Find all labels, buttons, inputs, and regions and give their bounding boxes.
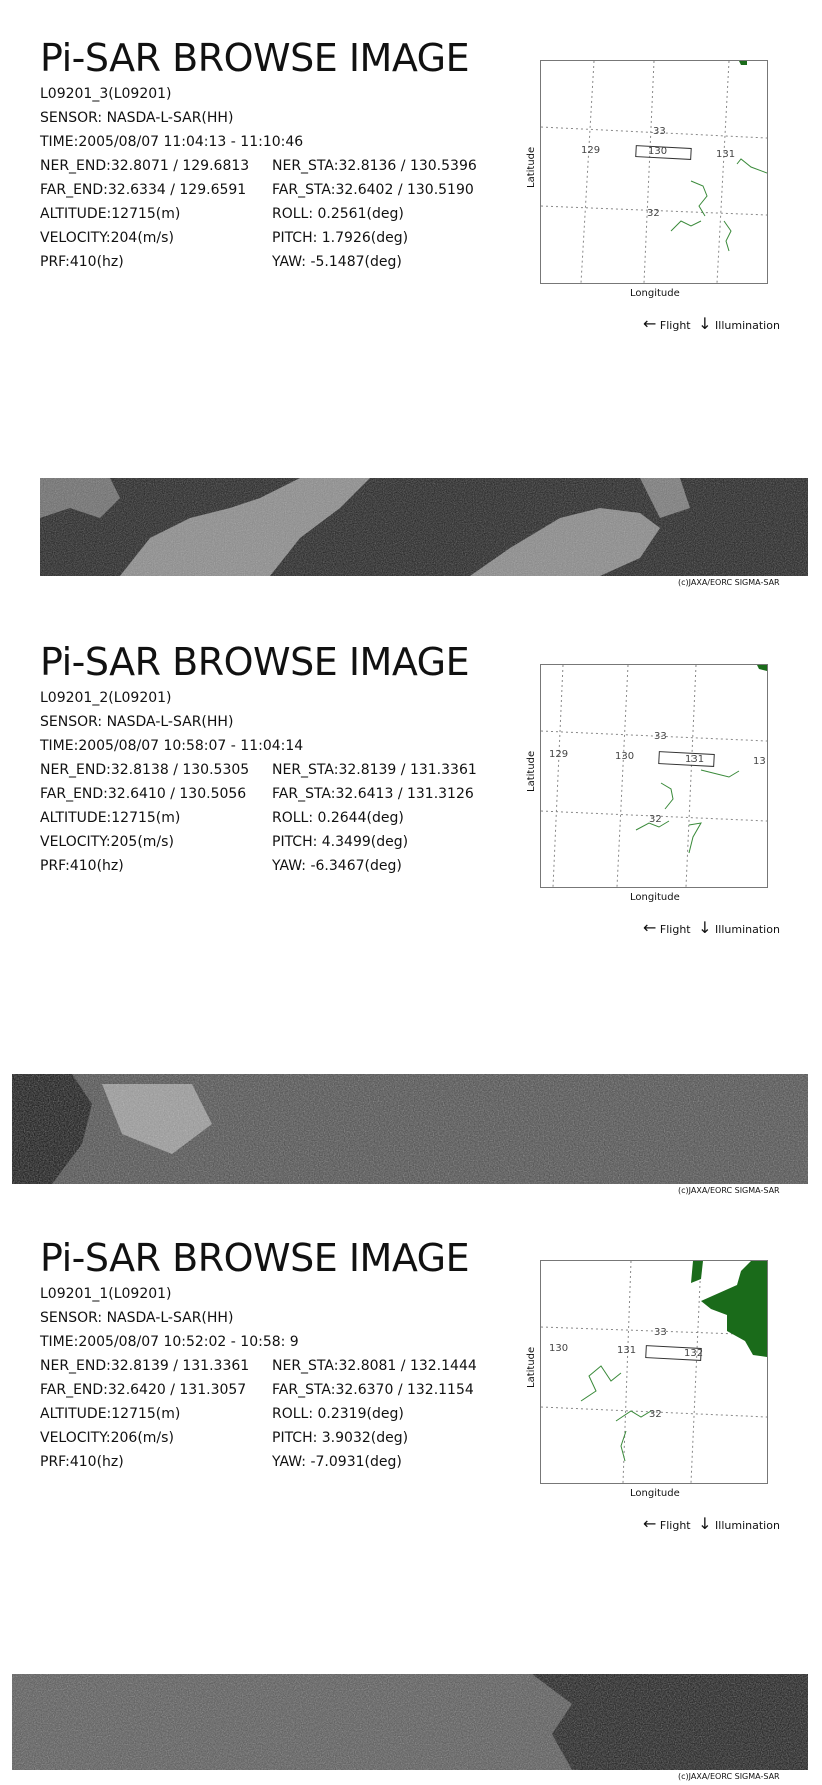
sensor-text: SENSOR: NASDA-L-SAR(HH) [40, 110, 234, 126]
velocity-text: VELOCITY:206(m/s) [40, 1430, 174, 1446]
roll-text: ROLL: 0.2561(deg) [272, 206, 404, 222]
velocity-text: VELOCITY:204(m/s) [40, 230, 174, 246]
far-end-text: FAR_END:32.6410 / 130.5056 [40, 786, 247, 802]
page-title: Pi-SAR BROWSE IMAGE [40, 36, 470, 80]
arrow-down-icon: ↓ [698, 1514, 712, 1533]
far-sta-text: FAR_STA:32.6413 / 131.3126 [272, 786, 474, 802]
copyright-credit: (c)JAXA/EORC SIGMA-SAR [678, 1772, 780, 1781]
lon-tick-131: 131 [617, 1345, 637, 1356]
sar-image-graphic [40, 478, 808, 576]
far-sta-text: FAR_STA:32.6370 / 132.1154 [272, 1382, 474, 1398]
far-end-text: FAR_END:32.6420 / 131.3057 [40, 1382, 247, 1398]
time-text: TIME:2005/08/07 11:04:13 - 11:10:46 [40, 134, 304, 150]
prf-text: PRF:410(hz) [40, 254, 124, 270]
prf-text: PRF:410(hz) [40, 1454, 124, 1470]
map-graphic [541, 665, 767, 887]
far-sta-text: FAR_STA:32.6402 / 130.5190 [272, 182, 474, 198]
pitch-text: PITCH: 3.9032(deg) [272, 1430, 409, 1446]
arrow-down-icon: ↓ [698, 918, 712, 937]
coastline [581, 1366, 651, 1461]
sensor-text: SENSOR: NASDA-L-SAR(HH) [40, 1310, 234, 1326]
prf-text: PRF:410(hz) [40, 858, 124, 874]
sar-image-graphic [12, 1674, 808, 1770]
page-title: Pi-SAR BROWSE IMAGE [40, 640, 470, 684]
sensor-text: SENSOR: NASDA-L-SAR(HH) [40, 714, 234, 730]
ner-sta-text: NER_STA:32.8136 / 130.5396 [272, 158, 477, 174]
location-map [540, 1260, 768, 1484]
yaw-text: YAW: -5.1487(deg) [272, 254, 402, 270]
copyright-credit: (c)JAXA/EORC SIGMA-SAR [678, 578, 780, 587]
altitude-text: ALTITUDE:12715(m) [40, 1406, 181, 1422]
sar-image [40, 478, 808, 576]
location-map [540, 60, 768, 284]
land-patch-small [691, 1261, 703, 1283]
lon-tick-132: 132 [684, 1348, 704, 1359]
illumination-label: Illumination [715, 1519, 780, 1532]
illumination-label: Illumination [715, 319, 780, 332]
flight-legend [643, 1514, 780, 1533]
land-patch [757, 665, 767, 671]
velocity-text: VELOCITY:205(m/s) [40, 834, 174, 850]
map-lon-label: Longitude [630, 892, 680, 903]
lon-tick-132: 13 [753, 756, 766, 767]
land-patch [701, 1261, 767, 1357]
lat-tick-33: 33 [654, 1327, 667, 1338]
map-graphic [541, 1261, 767, 1483]
map-graphic [541, 61, 767, 283]
map-lat-label: Latitude [526, 750, 537, 792]
browse-section-2 [0, 640, 822, 1200]
sar-image-graphic [12, 1074, 808, 1184]
sar-image [12, 1674, 808, 1770]
lat-tick-32: 32 [649, 814, 662, 825]
lat-tick-33: 33 [654, 731, 667, 742]
arrow-left-icon: ← [643, 918, 657, 937]
flight-legend [643, 314, 780, 333]
land-patch [739, 61, 747, 65]
time-text: TIME:2005/08/07 10:58:07 - 11:04:14 [40, 738, 304, 754]
time-text: TIME:2005/08/07 10:52:02 - 10:58: 9 [40, 1334, 299, 1350]
flight-legend [643, 918, 780, 937]
ner-end-text: NER_END:32.8139 / 131.3361 [40, 1358, 250, 1374]
sar-image [12, 1074, 808, 1184]
map-lon-label: Longitude [630, 288, 680, 299]
scene-id: L09201_2(L09201) [40, 690, 172, 706]
scene-id: L09201_1(L09201) [40, 1286, 172, 1302]
lon-tick-131: 131 [716, 149, 736, 160]
altitude-text: ALTITUDE:12715(m) [40, 810, 181, 826]
altitude-text: ALTITUDE:12715(m) [40, 206, 181, 222]
pitch-text: PITCH: 4.3499(deg) [272, 834, 409, 850]
flight-label: Flight [659, 923, 691, 936]
map-grid [541, 665, 767, 887]
pitch-text: PITCH: 1.7926(deg) [272, 230, 409, 246]
arrow-down-icon: ↓ [698, 314, 712, 333]
ner-end-text: NER_END:32.8071 / 129.6813 [40, 158, 250, 174]
lon-tick-130: 130 [648, 146, 668, 157]
yaw-text: YAW: -6.3467(deg) [272, 858, 402, 874]
lat-tick-32: 32 [647, 208, 660, 219]
yaw-text: YAW: -7.0931(deg) [272, 1454, 402, 1470]
arrow-left-icon: ← [643, 314, 657, 333]
flight-label: Flight [659, 319, 691, 332]
lat-tick-32: 32 [649, 1409, 662, 1420]
map-lon-label: Longitude [630, 1488, 680, 1499]
roll-text: ROLL: 0.2319(deg) [272, 1406, 404, 1422]
location-map [540, 664, 768, 888]
arrow-left-icon: ← [643, 1514, 657, 1533]
flight-label: Flight [659, 1519, 691, 1532]
scene-id: L09201_3(L09201) [40, 86, 172, 102]
lon-tick-131: 131 [685, 754, 705, 765]
page-title: Pi-SAR BROWSE IMAGE [40, 1236, 470, 1280]
map-lat-label: Latitude [526, 146, 537, 188]
coastline [636, 770, 739, 853]
map-grid [541, 61, 767, 283]
roll-text: ROLL: 0.2644(deg) [272, 810, 404, 826]
browse-section-1 [0, 36, 822, 596]
lon-tick-129: 129 [581, 145, 601, 156]
copyright-credit: (c)JAXA/EORC SIGMA-SAR [678, 1186, 780, 1195]
browse-section-3 [0, 1236, 822, 1785]
far-end-text: FAR_END:32.6334 / 129.6591 [40, 182, 247, 198]
lon-tick-130: 130 [549, 1343, 569, 1354]
map-lat-label: Latitude [526, 1346, 537, 1388]
ner-end-text: NER_END:32.8138 / 130.5305 [40, 762, 250, 778]
illumination-label: Illumination [715, 923, 780, 936]
lat-tick-33: 33 [653, 126, 666, 137]
lon-tick-129: 129 [549, 749, 569, 760]
lon-tick-130: 130 [615, 751, 635, 762]
ner-sta-text: NER_STA:32.8139 / 131.3361 [272, 762, 477, 778]
ner-sta-text: NER_STA:32.8081 / 132.1444 [272, 1358, 477, 1374]
